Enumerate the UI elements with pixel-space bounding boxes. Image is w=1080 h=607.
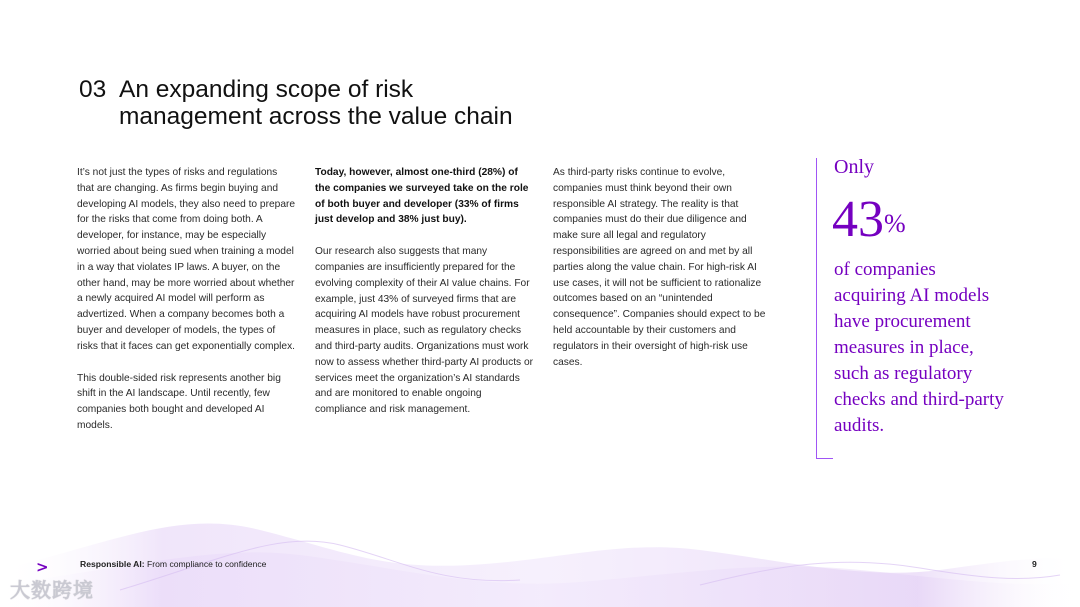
body-column-3 bbox=[553, 165, 773, 386]
stat-frame-mask bbox=[833, 456, 1013, 460]
decorative-wave-graphic bbox=[0, 470, 1080, 607]
column2-highlight-paragraph: Today, however, almost one-third (28%) of the companies we surveyed take on the role of both buyer and developer (33% of firms just develop and 38% just buy). bbox=[315, 167, 529, 226]
title-line-2: management across the value chain bbox=[119, 103, 513, 130]
stat-lead: Only bbox=[834, 156, 874, 178]
body-column-1 bbox=[77, 165, 297, 450]
column1-paragraph-2: This double-sided risk represents another big shift in the AI landscape. Until recently, few companies both bought and developed AI models. bbox=[77, 372, 281, 431]
column3-paragraph-1: As third-party risks continue to evolve, companies must think beyond their own responsible AI strategy. The reality is that companies must do their due diligence and make sure all legal and regulatory responsibilities are agreed on and met by all parties along the value chain. For high-risk AI use cases, it will not be sufficient to rationalize outcomes based on an “unintended consequence”. Companies should expect to be held accountable by their customers and regulators in their oversight of high-risk use cases. bbox=[553, 167, 766, 368]
watermark-text: 大数跨境 bbox=[10, 578, 94, 602]
stat-number: 43 bbox=[832, 191, 884, 248]
footer-title-rest: From compliance to confidence bbox=[144, 559, 267, 569]
stat-description: of companies acquiring AI models have procurement measures in place, such as regulatory checks and third-party audits. bbox=[834, 259, 1004, 436]
footer-title-bold: Responsible AI: bbox=[80, 559, 145, 569]
accenture-chevron-icon: > bbox=[36, 558, 49, 576]
page-title bbox=[79, 76, 639, 130]
body-column-2 bbox=[315, 165, 535, 434]
column1-paragraph-1: It’s not just the types of risks and regulations that are changing. As firms begin buying and developing AI models, they also need to prepare for the risks that come from doing both. A developer, for instance, may be especially worried about being sued when training a model in a way that violates IP laws. A buyer, on the other hand, may be more worried about whether a newly acquired AI model will perform as advertized. When a company becomes both a buyer and developer of models, the types of risks that it faces can get exponentially complex. bbox=[77, 167, 296, 352]
stat-unit: % bbox=[884, 209, 906, 238]
page-number: 9 bbox=[1032, 559, 1037, 569]
column2-paragraph-2: Our research also suggests that many companies are insufficiently prepared for the evolving complexity of their AI value chains. For example, just 43% of surveyed firms that are acquiring AI models have robust procurement measures in place, such as regulatory checks and third-party audits. Organizations must work now to assess whether third-party AI products or services meet the organization’s AI standards and are monitored to enable ongoing compliance and risk management. bbox=[315, 246, 534, 416]
stat-value bbox=[832, 190, 906, 250]
title-line-1: An expanding scope of risk bbox=[119, 76, 414, 103]
section-number: 03 bbox=[79, 76, 107, 103]
footer-document-title bbox=[80, 559, 266, 569]
